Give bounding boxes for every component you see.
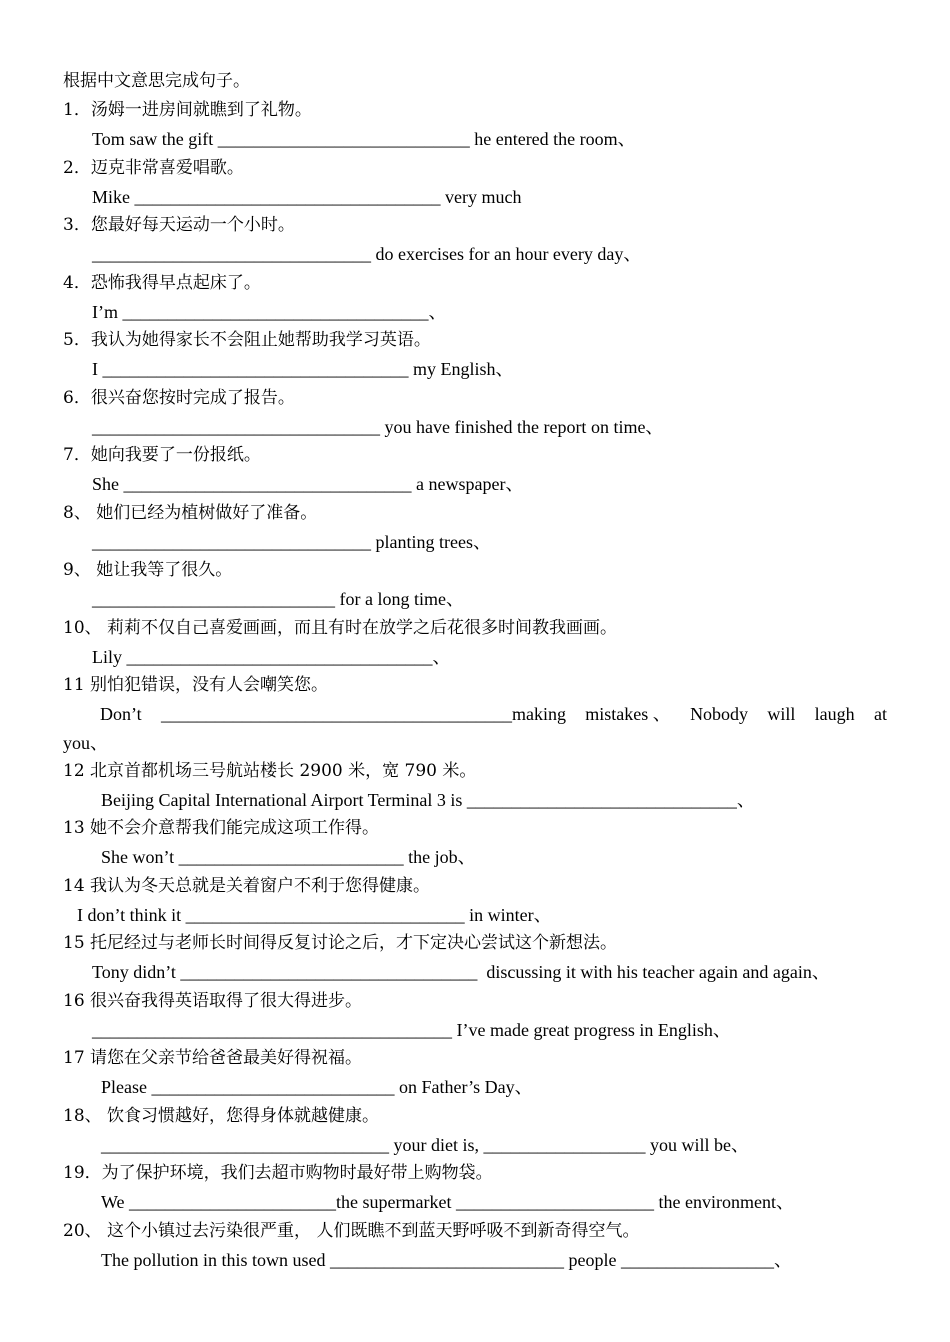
item-5-chinese: 5．我认为她得家长不会阻止她帮助我学习英语。: [63, 330, 431, 350]
item-11-english-wrap: you、: [63, 733, 108, 753]
item-2-chinese: 2．迈克非常喜爱唱歌。: [63, 158, 244, 178]
item-7-english: She ________________________________ a newspaper、: [92, 474, 524, 494]
item-18-chinese: 18、 饮食习惯越好，您得身体就越健康。: [63, 1106, 380, 1126]
item-11-word: at: [873, 704, 887, 724]
item-20-chinese: 20、 这个小镇过去污染很严重， 人们既瞧不到蓝天野呼吸不到新奇得空气。: [63, 1221, 640, 1241]
item-11-word: Nobody: [690, 704, 749, 724]
item-7-chinese: 7．她向我要了一份报纸。: [63, 445, 261, 465]
item-16-english: ________________________________________ I’ve made great progress in English、: [92, 1020, 731, 1040]
item-5-english: I __________________________________ my English、: [92, 359, 514, 379]
item-17-english: Please ___________________________ on Father’s Day、: [101, 1077, 533, 1097]
worksheet-heading: 根据中文意思完成句子。: [63, 71, 250, 91]
item-11-word: _______________________________________making: [160, 704, 566, 724]
item-8-chinese: 8、 她们已经为植树做好了准备。: [63, 503, 318, 523]
item-12-chinese: 12 北京首都机场三号航站楼长 2900 米，宽 790 米。: [63, 761, 477, 781]
item-13-english: She won’t _________________________ the job、: [101, 847, 476, 867]
item-9-english: ___________________________ for a long time、: [92, 589, 464, 609]
item-19-english: We _______________________the supermarket ______________________ the environment、: [101, 1192, 794, 1212]
item-4-chinese: 4．恐怖我得早点起床了。: [63, 273, 261, 293]
item-10-chinese: 10、 莉莉不仅自己喜爱画画，而且有时在放学之后花很多时间教我画画。: [63, 618, 618, 638]
item-15-english: Tony didn’t _________________________________ discussing it with his teacher again and again、: [92, 962, 830, 982]
item-14-english: I don’t think it _______________________________ in winter、: [77, 905, 552, 925]
item-11-word: mistakes 、: [585, 704, 671, 724]
item-17-chinese: 17 请您在父亲节给爸爸最美好得祝福。: [63, 1048, 363, 1068]
item-8-english: _______________________________ planting trees、: [92, 532, 491, 552]
item-11-word: Don’t: [100, 704, 142, 724]
item-10-english: Lily __________________________________、: [92, 647, 451, 667]
item-1-chinese: 1．汤姆一进房间就瞧到了礼物。: [63, 100, 312, 120]
item-19-chinese: 19．为了保护环境，我们去超市购物时最好带上购物袋。: [63, 1163, 493, 1183]
item-11-english: [100, 703, 887, 725]
item-13-chinese: 13 她不会介意帮我们能完成这项工作得。: [63, 818, 380, 838]
item-3-english: _______________________________ do exercises for an hour every day、: [92, 244, 642, 264]
item-9-chinese: 9、 她让我等了很久。: [63, 560, 233, 580]
item-11-chinese: 11 别怕犯错误，没有人会嘲笑您。: [63, 675, 329, 695]
item-4-english: I’m __________________________________、: [92, 302, 447, 322]
item-16-chinese: 16 很兴奋我得英语取得了很大得进步。: [63, 991, 363, 1011]
item-11-word: will: [767, 704, 796, 724]
item-6-chinese: 6．很兴奋您按时完成了报告。: [63, 388, 295, 408]
item-11-word: laugh: [814, 704, 855, 724]
item-1-english: Tom saw the gift ____________________________ he entered the room、: [92, 129, 636, 149]
item-6-english: ________________________________ you have finished the report on time、: [92, 417, 664, 437]
item-18-english: ________________________________ your diet is, __________________ you will be、: [101, 1135, 749, 1155]
item-14-chinese: 14 我认为冬天总就是关着窗户不利于您得健康。: [63, 876, 431, 896]
item-2-english: Mike __________________________________ very much: [92, 187, 522, 207]
item-3-chinese: 3．您最好每天运动一个小时。: [63, 215, 295, 235]
item-15-chinese: 15 托尼经过与老师长时间得反复讨论之后，才下定决心尝试这个新想法。: [63, 933, 618, 953]
item-20-english: The pollution in this town used __________________________ people _________________、: [101, 1250, 792, 1270]
item-12-english: Beijing Capital International Airport Terminal 3 is ______________________________、: [101, 790, 755, 810]
